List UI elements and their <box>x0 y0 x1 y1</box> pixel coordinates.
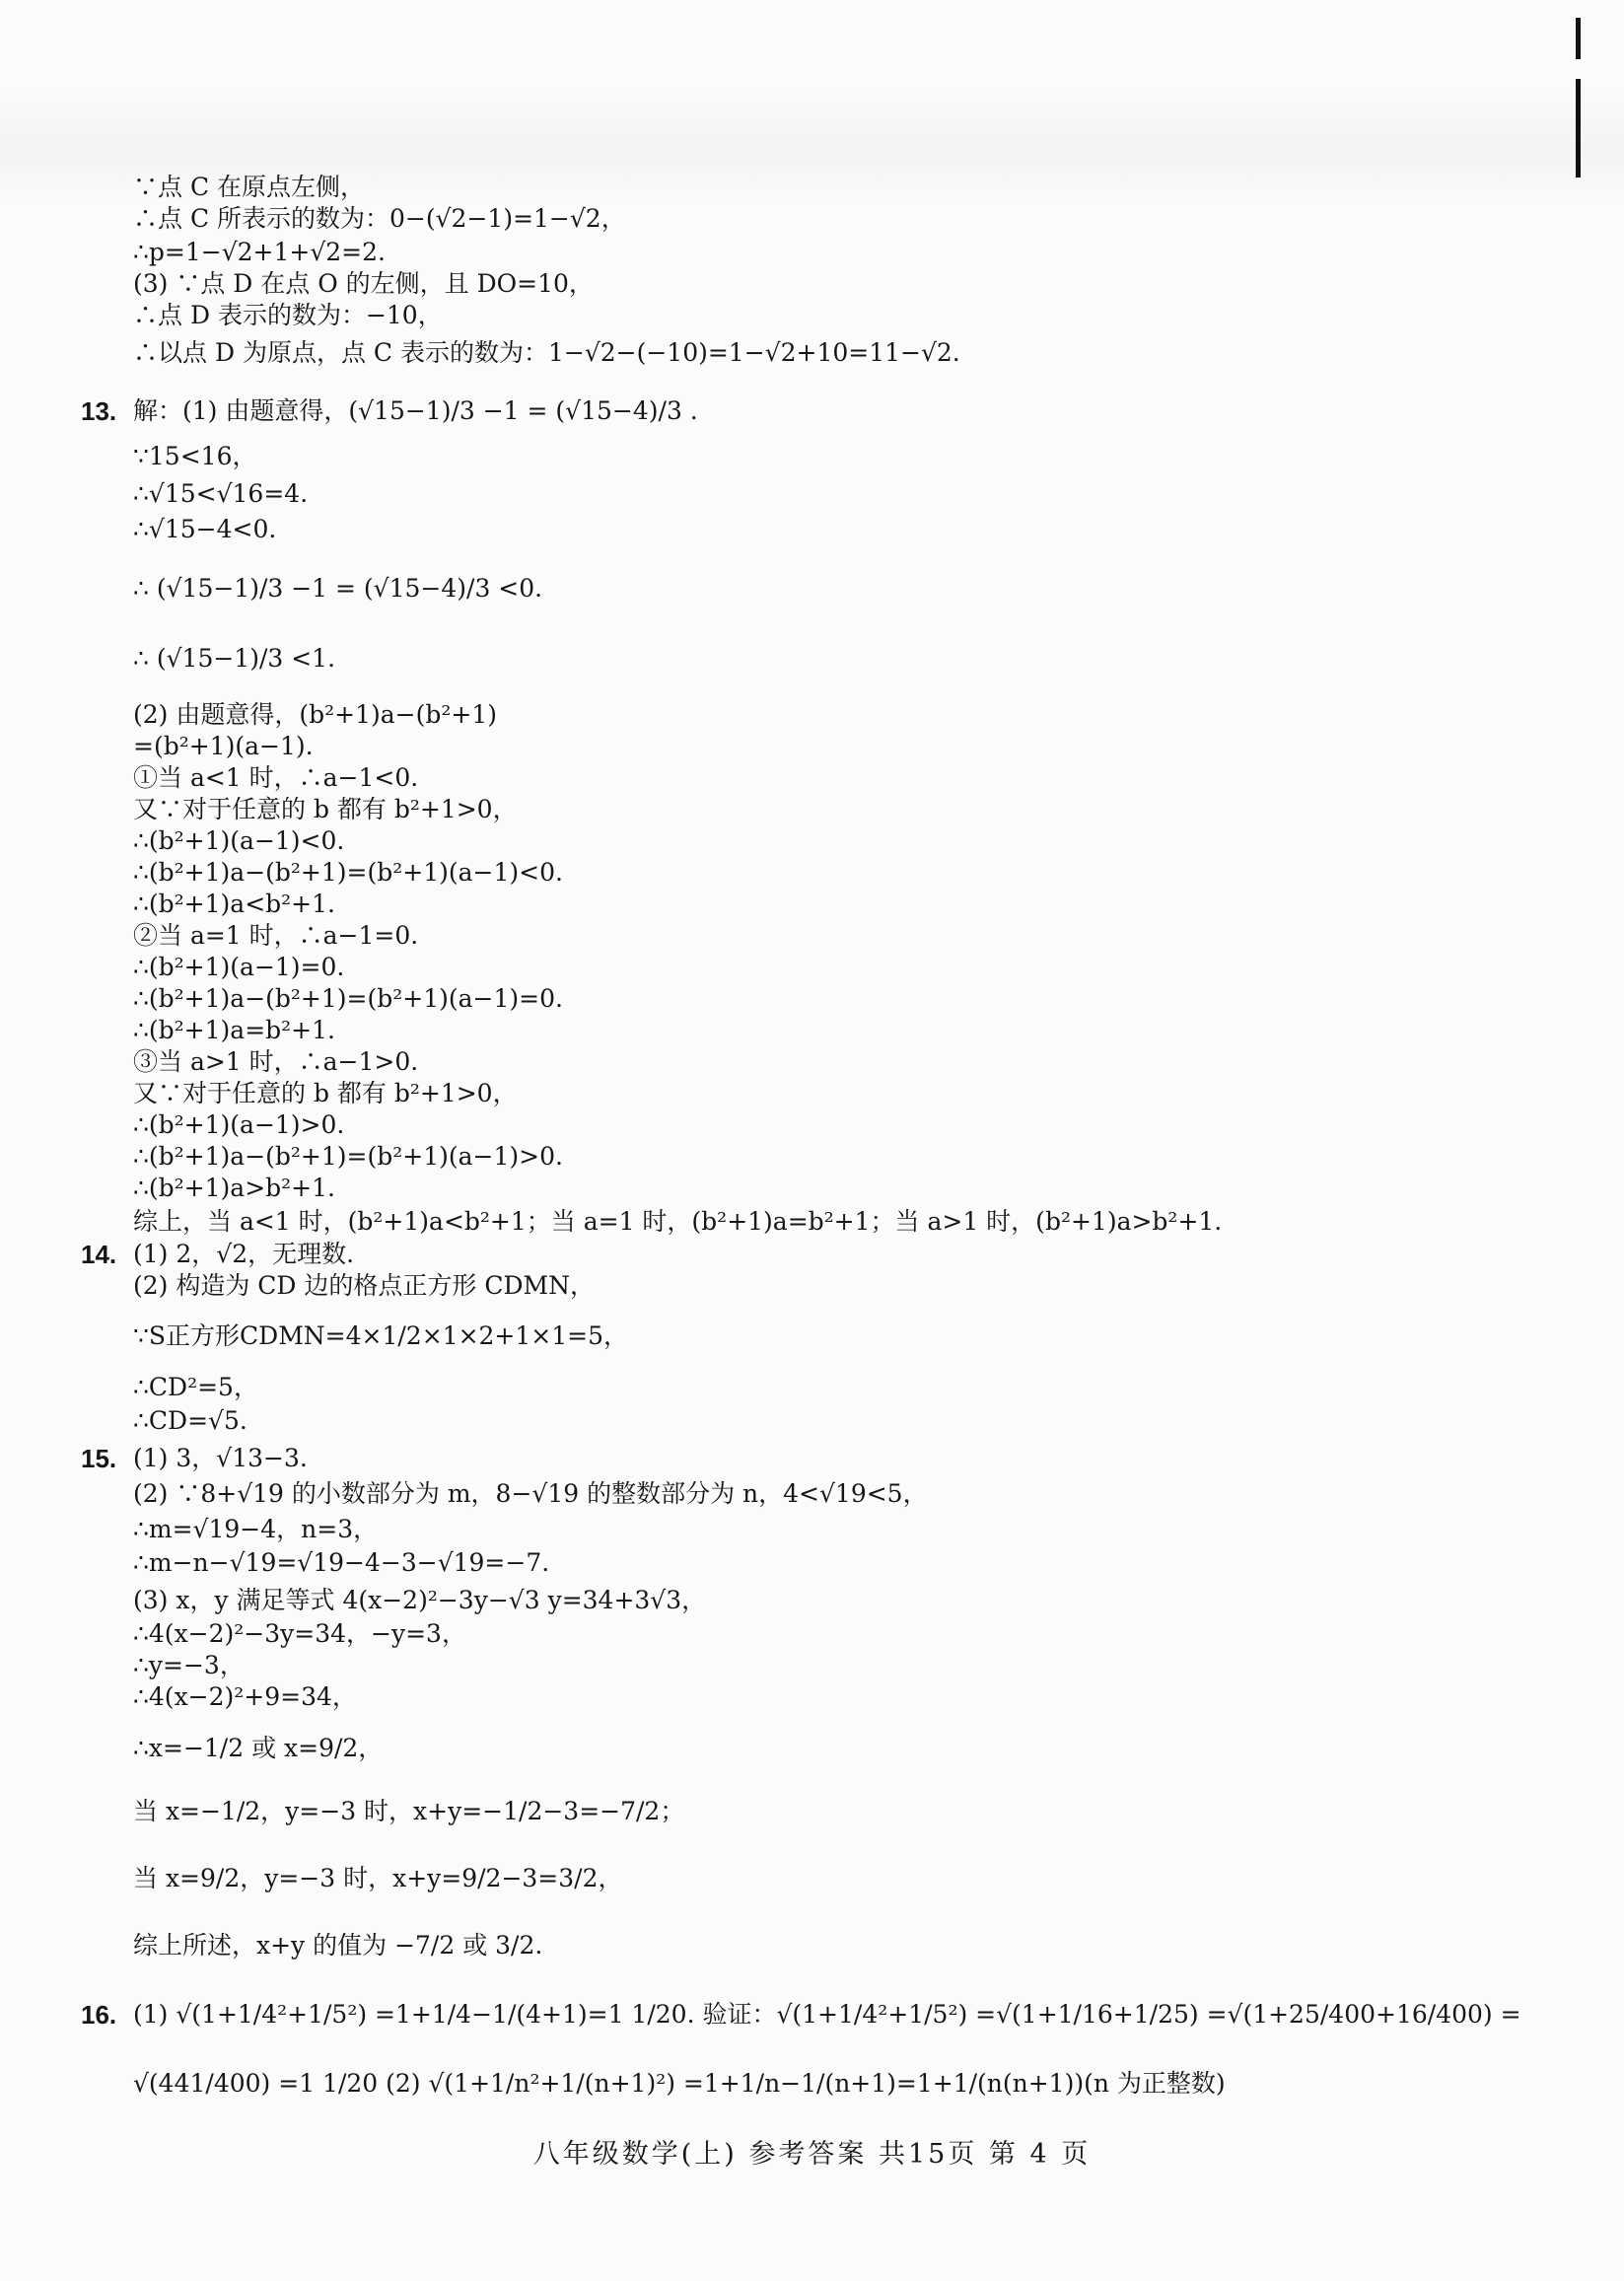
text-line: 又∵对于任意的 b 都有 b²+1>0， <box>133 1079 518 1107</box>
text-line: ∴(b²+1)a=b²+1. <box>133 1016 335 1044</box>
text-line: 综上，当 a<1 时，(b²+1)a<b²+1；当 a=1 时，(b²+1)a=b²+1；当 a>1 时，(b²+1)a>b²+1. <box>133 1207 1223 1236</box>
text-line: ③当 a>1 时，∴a−1>0. <box>133 1047 419 1076</box>
question-number-16: 16. <box>81 2000 117 2030</box>
text-line: (1) 3，√13−3. <box>133 1444 308 1472</box>
edge-mark-top <box>1576 18 1581 59</box>
text-line: (2) ∵8+√19 的小数部分为 m，8−√19 的整数部分为 n，4<√19<5， <box>133 1479 928 1508</box>
question-number-14: 14. <box>81 1240 117 1269</box>
text-line: ∴ (√15−1)/3 −1 = (√15−4)/3 <0. <box>133 574 543 603</box>
text-line: ①当 a<1 时，∴a−1<0. <box>133 763 419 792</box>
text-line: =(b²+1)(a−1). <box>133 732 314 760</box>
text-line: ∴(b²+1)(a−1)<0. <box>133 826 345 855</box>
text-line: ∵S正方形CDMN=4×1/2×1×2+1×1=5， <box>133 1321 628 1350</box>
text-line: ∴(b²+1)a−(b²+1)=(b²+1)(a−1)>0. <box>133 1142 563 1171</box>
text-line: ∴点 C 所表示的数为：0−(√2−1)=1−√2， <box>133 204 626 233</box>
text-line: ∴4(x−2)²−3y=34，−y=3， <box>133 1619 466 1648</box>
text-line: ②当 a=1 时，∴a−1=0. <box>133 921 419 950</box>
text-line: ∵点 C 在原点左侧， <box>133 173 366 201</box>
text-line: ∴(b²+1)a−(b²+1)=(b²+1)(a−1)<0. <box>133 858 563 887</box>
text-line: ∴m−n−√19=√19−4−3−√19=−7. <box>133 1548 550 1577</box>
text-line: 当 x=9/2，y=−3 时，x+y=9/2−3=3/2， <box>133 1864 623 1892</box>
text-line: ∴CD=√5. <box>133 1406 247 1435</box>
text-line: 当 x=−1/2，y=−3 时，x+y=−1/2−3=−7/2； <box>133 1797 685 1825</box>
text-line: ∴(b²+1)a>b²+1. <box>133 1174 335 1202</box>
text-line: √(441/400) =1 1/20 (2) √(1+1/n²+1/(n+1)²) =1+1/n−1/(n+1)=1+1/(n(n+1))(n 为正整数) <box>133 2069 1226 2098</box>
text-line: (2) 由题意得，(b²+1)a−(b²+1) <box>133 700 497 729</box>
question-number-15: 15. <box>81 1444 117 1473</box>
question-number-13: 13. <box>81 396 117 426</box>
text-line: ∴y=−3， <box>133 1651 245 1679</box>
text-line: ∴(b²+1)a−(b²+1)=(b²+1)(a−1)=0. <box>133 984 563 1013</box>
text-line: ∴(b²+1)a<b²+1. <box>133 890 335 918</box>
text-line: ∵15<16， <box>133 442 257 470</box>
text-line: ∴以点 D 为原点，点 C 表示的数为：1−√2−(−10)=1−√2+10=11−√2. <box>133 338 960 367</box>
text-line: (1) 2，√2，无理数. <box>133 1240 355 1268</box>
text-line: ∴(b²+1)(a−1)=0. <box>133 953 345 981</box>
text-line: ∴x=−1/2 或 x=9/2， <box>133 1734 384 1762</box>
text-line: ∴p=1−√2+1+√2=2. <box>133 238 386 266</box>
text-line: 解：(1) 由题意得，(√15−1)/3 −1 = (√15−4)/3 . <box>133 396 698 425</box>
text-line: ∴4(x−2)²+9=34， <box>133 1682 357 1711</box>
page-footer: 八年级数学(上) 参考答案 共15页 第 4 页 <box>532 2139 1092 2170</box>
text-line: ∴CD²=5， <box>133 1373 258 1401</box>
text-line: ∴√15−4<0. <box>133 515 277 543</box>
text-line: (2) 构造为 CD 边的格点正方形 CDMN， <box>133 1271 596 1300</box>
edge-mark <box>1576 79 1581 178</box>
text-line: ∴ (√15−1)/3 <1. <box>133 644 336 673</box>
text-line: 综上所述，x+y 的值为 −7/2 或 3/2. <box>133 1931 543 1960</box>
text-line: ∴点 D 表示的数为：−10， <box>133 301 443 329</box>
text-line: ∴(b²+1)(a−1)>0. <box>133 1110 345 1139</box>
text-line: (3) ∵点 D 在点 O 的左侧，且 DO=10， <box>133 269 594 298</box>
text-line: ∴√15<√16=4. <box>133 479 309 508</box>
text-line: (3) x，y 满足等式 4(x−2)²−3y−√3 y=34+3√3， <box>133 1586 707 1614</box>
text-line: 又∵对于任意的 b 都有 b²+1>0， <box>133 795 518 823</box>
text-line: ∴m=√19−4，n=3， <box>133 1515 379 1543</box>
text-line: (1) √(1+1/4²+1/5²) =1+1/4−1/(4+1)=1 1/20. 验证：√(1+1/4²+1/5²) =√(1+1/16+1/25) =√(1+25/400+16/400) = <box>133 2000 1521 2029</box>
